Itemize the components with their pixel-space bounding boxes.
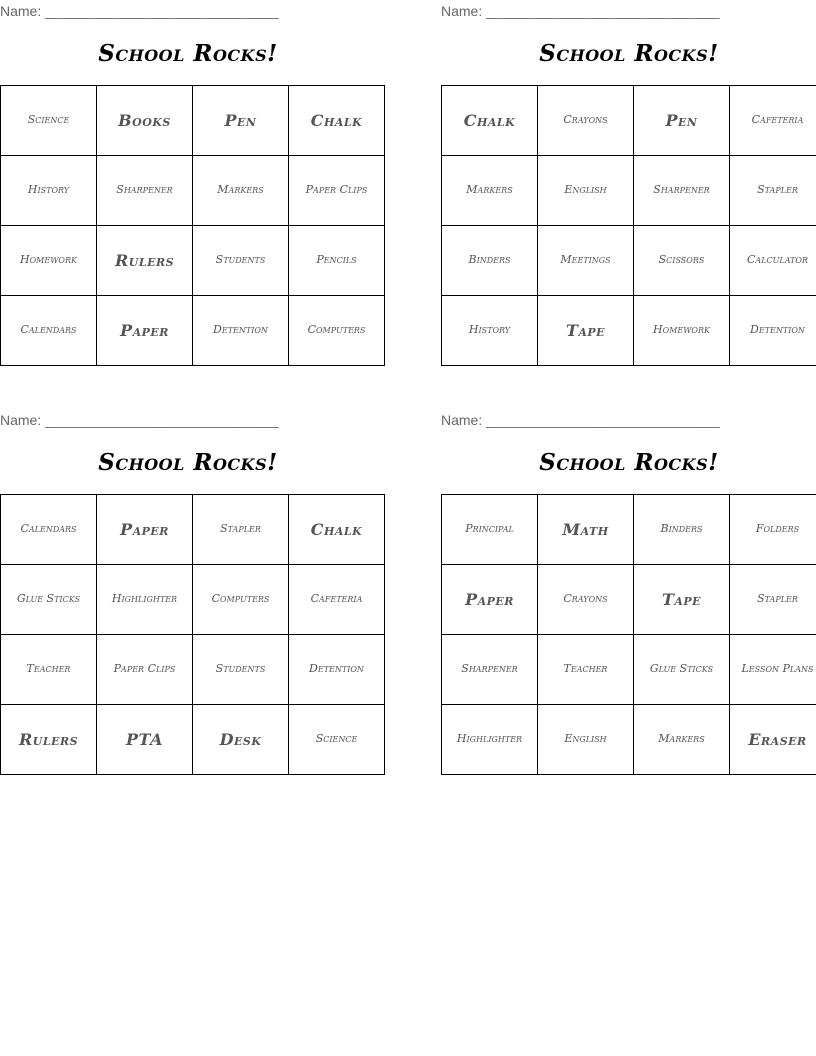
grid-cell: Science [289,705,385,775]
grid-cell: Binders [634,495,730,565]
grid-cell: Glue Sticks [1,565,97,635]
grid-cell: Highlighter [97,565,193,635]
grid-row [1,635,385,705]
grid-row [442,226,816,296]
grid-row [1,86,385,156]
card-title: School Rocks! [98,40,278,67]
name-line: Name: ______________________________ [441,412,720,428]
bingo-card-4 [441,411,816,791]
grid-cell: Chalk [442,86,538,156]
grid-cell: Students [193,226,289,296]
bingo-card-3 [0,411,376,791]
grid-cell: Stapler [730,565,816,635]
grid-cell: Glue Sticks [634,635,730,705]
grid-cell: PTA [97,705,193,775]
bingo-grid [0,85,385,366]
grid-cell: Science [1,86,97,156]
grid-cell: Markers [193,156,289,226]
grid-cell: Paper Clips [289,156,385,226]
grid-cell: Calendars [1,495,97,565]
grid-cell: Math [538,495,634,565]
grid-cell: History [1,156,97,226]
grid-cell: English [538,156,634,226]
grid-cell: Pen [634,86,730,156]
grid-row [442,296,816,366]
grid-row [1,495,385,565]
grid-cell: Detention [730,296,816,366]
bingo-grid [0,494,385,775]
grid-cell: Crayons [538,86,634,156]
grid-cell: History [442,296,538,366]
grid-cell: Desk [193,705,289,775]
grid-cell: Meetings [538,226,634,296]
grid-cell: Lesson Plans [730,635,816,705]
grid-cell: Tape [538,296,634,366]
grid-cell: Stapler [193,495,289,565]
grid-cell: Binders [442,226,538,296]
card-title: School Rocks! [98,449,278,476]
grid-cell: Teacher [1,635,97,705]
grid-cell: Computers [289,296,385,366]
grid-cell: Pen [193,86,289,156]
grid-cell: Eraser [730,705,816,775]
grid-row [1,565,385,635]
grid-cell: Sharpener [442,635,538,705]
card-title: School Rocks! [539,40,719,67]
name-line: Name: ______________________________ [0,3,279,19]
grid-row [1,226,385,296]
grid-cell: Calculator [730,226,816,296]
grid-row [442,156,816,226]
grid-cell: Crayons [538,565,634,635]
bingo-grid [441,494,816,775]
grid-row [442,565,816,635]
grid-cell: Paper [97,495,193,565]
grid-cell: Cafeteria [730,86,816,156]
grid-cell: Tape [634,565,730,635]
name-line: Name: ______________________________ [441,3,720,19]
grid-cell: Rulers [97,226,193,296]
grid-row [1,296,385,366]
grid-row [442,635,816,705]
grid-cell: Stapler [730,156,816,226]
grid-row [442,86,816,156]
grid-cell: Scissors [634,226,730,296]
grid-cell: Students [193,635,289,705]
grid-cell: Markers [442,156,538,226]
grid-cell: Pencils [289,226,385,296]
bingo-card-2 [441,2,816,382]
card-title: School Rocks! [539,449,719,476]
grid-cell: Folders [730,495,816,565]
grid-cell: Paper Clips [97,635,193,705]
grid-cell: Books [97,86,193,156]
grid-cell: Paper [97,296,193,366]
grid-row [1,156,385,226]
grid-cell: English [538,705,634,775]
grid-cell: Teacher [538,635,634,705]
grid-cell: Sharpener [634,156,730,226]
grid-cell: Paper [442,565,538,635]
grid-cell: Chalk [289,495,385,565]
bingo-grid [441,85,816,366]
grid-cell: Chalk [289,86,385,156]
grid-cell: Detention [193,296,289,366]
grid-cell: Homework [634,296,730,366]
grid-cell: Rulers [1,705,97,775]
grid-row [442,705,816,775]
grid-cell: Homework [1,226,97,296]
grid-cell: Detention [289,635,385,705]
grid-cell: Computers [193,565,289,635]
grid-cell: Principal [442,495,538,565]
grid-cell: Cafeteria [289,565,385,635]
grid-cell: Highlighter [442,705,538,775]
grid-cell: Calendars [1,296,97,366]
bingo-card-1 [0,2,376,382]
grid-cell: Markers [634,705,730,775]
grid-row [1,705,385,775]
grid-row [442,495,816,565]
grid-cell: Sharpener [97,156,193,226]
name-line: Name: ______________________________ [0,412,279,428]
